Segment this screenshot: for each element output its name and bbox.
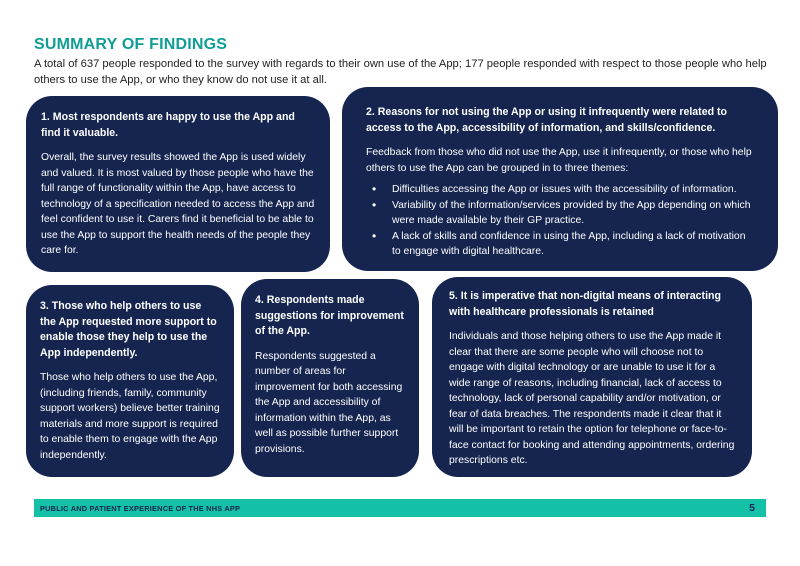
finding-card-1 [26,96,330,272]
page-footer [34,499,766,517]
finding-heading: 2. Reasons for not using the App or using it infrequently were related to access to the App, accessibility of information, and skills/confidence. [366,106,728,134]
finding-heading: 5. It is imperative that non-digital means of interacting with healthcare professionals is retained [449,290,721,318]
theme-list [366,182,756,260]
theme-bullet: • Difficulties accessing the App or issues with the accessibility of information. [366,182,756,198]
page-number: 5 [749,502,755,514]
page-title: SUMMARY OF FINDINGS [34,36,228,53]
theme-bullet: • A lack of skills and confidence in using the App, including a lack of motivation to engage with digital healthcare. [366,229,756,260]
finding-body: Individuals and those helping others to use the App made it clear that there are some people who will choose not to engage with digital technology or are unable to use it for a wide range of reasons, including financial, lack of access to technology, lack of personal capability and/or motivation, or fear of data breaches. The respondents made it clear that it will be important to retain the option for telephone or face-to-face contact for booking and attending appointments, ordering prescriptions etc. [449,331,735,466]
intro-paragraph: A total of 637 people responded to the survey with regards to their own use of the App; 177 people responded with respect to those people who help others to use the App, or who they know do not use it at all. [34,58,767,86]
finding-heading: 4. Respondents made suggestions for improvement of the App. [255,294,404,337]
finding-body: Feedback from those who did not use the App, use it infrequently, or those who help others to use the App can be grouped in to three themes: [366,147,752,174]
finding-body: Respondents suggested a number of areas for improvement for both accessing the App and accessibility of information within the App, as well as possible further support provisions. [255,350,403,455]
finding-card-4 [241,279,419,477]
finding-heading: 3. Those who help others to use the App requested more support to enable those they help to use the App independently. [40,300,217,359]
finding-heading: 1. Most respondents are happy to use the App and find it valuable. [41,111,295,139]
finding-card-3 [26,285,234,477]
finding-card-5 [432,277,752,477]
footer-title: PUBLIC AND PATIENT EXPERIENCE OF THE NHS APP [40,503,241,513]
finding-body: Overall, the survey results showed the App is used widely and valued. It is most valued by those people who have the full range of functionality within the App, have access to technology of a specification needed to access the App and feel confident to use it. Carers find it beneficial to be able to use the App to support the health needs of the people they care for. [41,152,315,256]
theme-bullet: • Variability of the information/services provided by the App depending on which were made available by their GP practice. [366,198,756,229]
finding-body: Those who help others to use the App, (including friends, family, community support workers) believe better training materials and more support is required to enable them to engage with the App independently. [40,372,220,461]
finding-card-2 [342,87,778,271]
